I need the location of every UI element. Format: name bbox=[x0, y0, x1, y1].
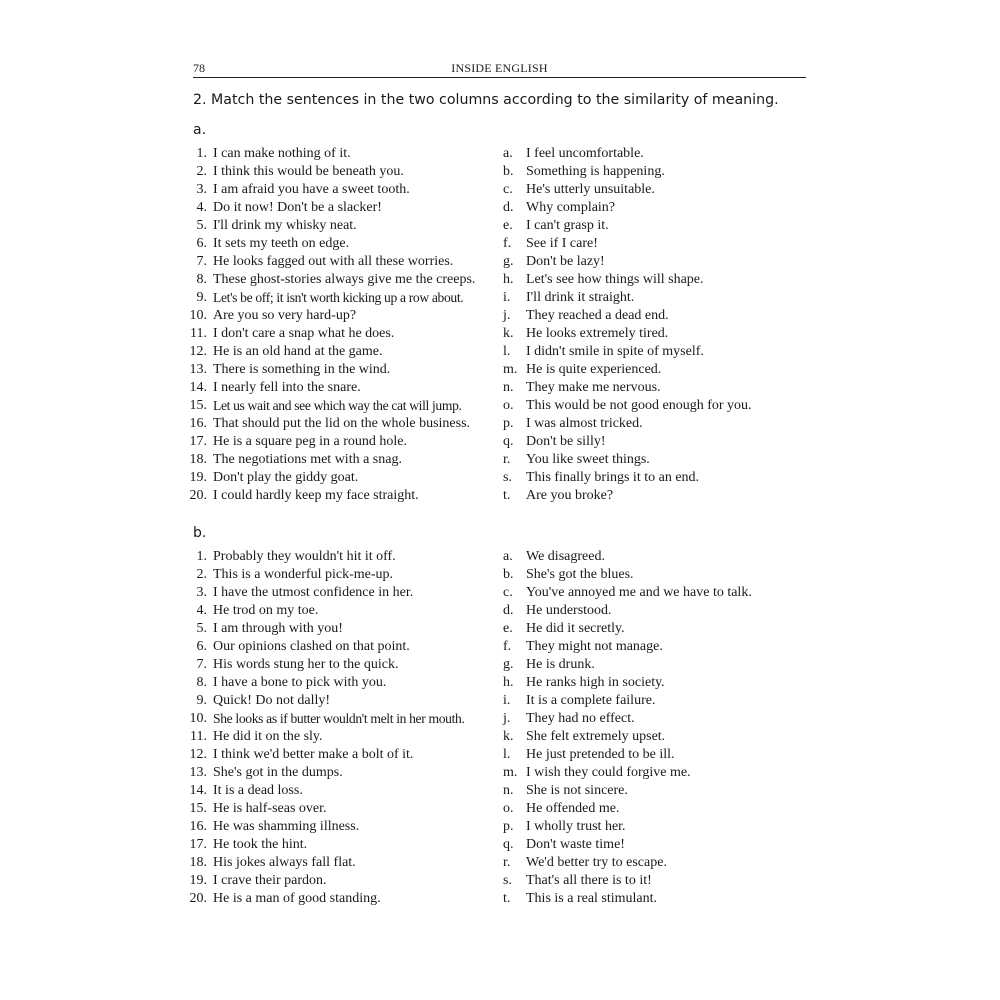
match-text: He ranks high in society. bbox=[526, 675, 665, 690]
match-text: Don't be lazy! bbox=[526, 254, 605, 269]
sentence-text: He did it on the sly. bbox=[213, 729, 323, 744]
section-b-label: b. bbox=[193, 525, 207, 541]
match-letter: d. bbox=[503, 200, 514, 215]
match-text: They make me nervous. bbox=[526, 380, 661, 395]
match-item bbox=[503, 487, 803, 505]
match-item bbox=[503, 379, 803, 397]
match-letter: m. bbox=[503, 765, 518, 780]
sentence-item bbox=[187, 836, 507, 854]
match-letter: j. bbox=[503, 711, 511, 726]
sentence-item bbox=[187, 145, 507, 163]
sentence-text: She looks as if butter wouldn't melt in her mouth. bbox=[213, 711, 465, 726]
sentence-number: 11. bbox=[190, 729, 207, 744]
sentence-text: I could hardly keep my face straight. bbox=[213, 488, 419, 503]
match-text: They had no effect. bbox=[526, 711, 635, 726]
sentence-item bbox=[187, 199, 507, 217]
sentence-number: 6. bbox=[196, 236, 207, 251]
sentence-number: 14. bbox=[189, 783, 207, 798]
match-letter: p. bbox=[503, 416, 514, 431]
match-item bbox=[503, 235, 803, 253]
sentence-number: 19. bbox=[189, 470, 207, 485]
sentence-item bbox=[187, 451, 507, 469]
sentence-item bbox=[187, 710, 507, 728]
match-item bbox=[503, 548, 803, 566]
match-item bbox=[503, 307, 803, 325]
sentence-text: Are you so very hard-up? bbox=[213, 308, 357, 323]
sentence-number: 12. bbox=[189, 344, 207, 359]
match-text: She felt extremely upset. bbox=[526, 729, 666, 744]
match-letter: k. bbox=[503, 729, 514, 744]
sentence-number: 8. bbox=[196, 272, 207, 287]
match-item bbox=[503, 145, 803, 163]
match-letter: j. bbox=[503, 308, 511, 323]
sentence-number: 1. bbox=[196, 549, 207, 564]
sentence-number: 18. bbox=[189, 452, 207, 467]
match-item bbox=[503, 433, 803, 451]
match-item bbox=[503, 818, 803, 836]
sentence-number: 17. bbox=[189, 837, 207, 852]
sentence-item bbox=[187, 235, 507, 253]
sentence-item bbox=[187, 307, 507, 325]
sentence-number: 5. bbox=[196, 621, 207, 636]
match-item bbox=[503, 325, 803, 343]
match-item bbox=[503, 361, 803, 379]
sentence-text: He is an old hand at the game. bbox=[213, 344, 383, 359]
match-letter: k. bbox=[503, 326, 514, 341]
sentence-number: 17. bbox=[189, 434, 207, 449]
sentence-number: 5. bbox=[196, 218, 207, 233]
sentence-number: 16. bbox=[189, 819, 207, 834]
sentence-text: It sets my teeth on edge. bbox=[213, 236, 350, 251]
match-text: Are you broke? bbox=[526, 488, 614, 503]
match-item bbox=[503, 674, 803, 692]
sentence-text: I'll drink my whisky neat. bbox=[213, 218, 357, 233]
sentence-item bbox=[187, 800, 507, 818]
match-text: Let's see how things will shape. bbox=[526, 272, 704, 287]
match-letter: n. bbox=[503, 783, 514, 798]
match-letter: b. bbox=[503, 567, 514, 582]
match-text: He did it secretly. bbox=[526, 621, 625, 636]
match-item bbox=[503, 854, 803, 872]
sentence-number: 14. bbox=[189, 380, 207, 395]
match-text: That's all there is to it! bbox=[526, 873, 652, 888]
match-letter: s. bbox=[503, 470, 512, 485]
match-text: He understood. bbox=[526, 603, 612, 618]
sentence-item bbox=[187, 397, 507, 415]
match-item bbox=[503, 638, 803, 656]
sentence-item bbox=[187, 638, 507, 656]
running-title: INSIDE ENGLISH bbox=[451, 61, 548, 75]
match-item bbox=[503, 397, 803, 415]
match-text: Don't be silly! bbox=[526, 434, 606, 449]
sentence-item bbox=[187, 361, 507, 379]
match-item bbox=[503, 800, 803, 818]
match-item bbox=[503, 163, 803, 181]
sentence-number: 9. bbox=[196, 290, 207, 305]
sentence-text: Our opinions clashed on that point. bbox=[213, 639, 410, 654]
sentence-item bbox=[187, 872, 507, 890]
section-b-matches bbox=[503, 548, 803, 908]
match-text: He is quite experienced. bbox=[526, 362, 662, 377]
sentence-text: I think this would be beneath you. bbox=[213, 164, 404, 179]
match-letter: g. bbox=[503, 657, 514, 672]
match-item bbox=[503, 746, 803, 764]
section-b-sentences bbox=[187, 548, 507, 908]
match-text: She's got the blues. bbox=[526, 567, 634, 582]
sentence-text: He took the hint. bbox=[213, 837, 308, 852]
match-letter: h. bbox=[503, 272, 514, 287]
sentence-number: 1. bbox=[196, 146, 207, 161]
match-item bbox=[503, 199, 803, 217]
sentence-item bbox=[187, 271, 507, 289]
match-letter: f. bbox=[503, 639, 512, 654]
match-text: He offended me. bbox=[526, 801, 620, 816]
match-letter: r. bbox=[503, 452, 511, 467]
sentence-item bbox=[187, 469, 507, 487]
match-item bbox=[503, 181, 803, 199]
match-text: They might not manage. bbox=[526, 639, 663, 654]
match-item bbox=[503, 890, 803, 908]
sentence-number: 10. bbox=[189, 308, 207, 323]
sentence-number: 2. bbox=[196, 567, 207, 582]
sentence-text: There is something in the wind. bbox=[213, 362, 391, 377]
sentence-text: I nearly fell into the snare. bbox=[213, 380, 361, 395]
match-item bbox=[503, 602, 803, 620]
match-item bbox=[503, 836, 803, 854]
match-text: I'll drink it straight. bbox=[526, 290, 635, 305]
sentence-number: 10. bbox=[189, 711, 207, 726]
sentence-item bbox=[187, 584, 507, 602]
sentence-text: His jokes always fall flat. bbox=[213, 855, 356, 870]
sentence-item bbox=[187, 656, 507, 674]
sentence-text: I am afraid you have a sweet tooth. bbox=[213, 182, 410, 197]
sentence-text: I have the utmost confidence in her. bbox=[213, 585, 414, 600]
sentence-item bbox=[187, 620, 507, 638]
match-text: They reached a dead end. bbox=[526, 308, 669, 323]
match-text: This finally brings it to an end. bbox=[526, 470, 700, 485]
match-text: I didn't smile in spite of myself. bbox=[526, 344, 704, 359]
match-text: I wish they could forgive me. bbox=[526, 765, 691, 780]
match-letter: t. bbox=[503, 488, 511, 503]
sentence-text: That should put the lid on the whole business. bbox=[213, 416, 471, 431]
match-text: This is a real stimulant. bbox=[526, 891, 658, 906]
match-item bbox=[503, 764, 803, 782]
match-letter: d. bbox=[503, 603, 514, 618]
match-item bbox=[503, 289, 803, 307]
sentence-text: Probably they wouldn't hit it off. bbox=[213, 549, 396, 564]
sentence-number: 16. bbox=[189, 416, 207, 431]
match-text: She is not sincere. bbox=[526, 783, 628, 798]
sentence-number: 13. bbox=[189, 765, 207, 780]
page-header bbox=[193, 61, 806, 78]
match-letter: n. bbox=[503, 380, 514, 395]
match-letter: a. bbox=[503, 146, 513, 161]
sentence-text: I don't care a snap what he does. bbox=[213, 326, 395, 341]
sentence-number: 12. bbox=[189, 747, 207, 762]
sentence-number: 19. bbox=[189, 873, 207, 888]
section-a-matches bbox=[503, 145, 803, 505]
sentence-number: 7. bbox=[196, 254, 207, 269]
sentence-text: This is a wonderful pick-me-up. bbox=[213, 567, 394, 582]
match-item bbox=[503, 217, 803, 235]
sentence-item bbox=[187, 163, 507, 181]
match-letter: l. bbox=[503, 747, 511, 762]
match-item bbox=[503, 728, 803, 746]
sentence-text: I am through with you! bbox=[213, 621, 343, 636]
match-item bbox=[503, 469, 803, 487]
match-letter: e. bbox=[503, 218, 513, 233]
match-text: I wholly trust her. bbox=[526, 819, 626, 834]
sentence-text: I have a bone to pick with you. bbox=[213, 675, 387, 690]
match-letter: c. bbox=[503, 585, 513, 600]
match-text: I can't grasp it. bbox=[526, 218, 609, 233]
match-letter: b. bbox=[503, 164, 514, 179]
sentence-text: He is half-seas over. bbox=[213, 801, 327, 816]
sentence-text: His words stung her to the quick. bbox=[213, 657, 399, 672]
match-letter: p. bbox=[503, 819, 514, 834]
sentence-text: I think we'd better make a bolt of it. bbox=[213, 747, 414, 762]
match-item bbox=[503, 566, 803, 584]
sentence-number: 4. bbox=[196, 603, 207, 618]
match-item bbox=[503, 656, 803, 674]
match-item bbox=[503, 271, 803, 289]
sentence-item bbox=[187, 253, 507, 271]
sentence-text: Don't play the giddy goat. bbox=[213, 470, 359, 485]
sentence-item bbox=[187, 415, 507, 433]
match-text: Something is happening. bbox=[526, 164, 665, 179]
sentence-item bbox=[187, 566, 507, 584]
sentence-number: 20. bbox=[189, 891, 207, 906]
sentence-text: Quick! Do not dally! bbox=[213, 693, 331, 708]
match-letter: o. bbox=[503, 801, 514, 816]
sentence-number: 4. bbox=[196, 200, 207, 215]
sentence-item bbox=[187, 782, 507, 800]
match-item bbox=[503, 584, 803, 602]
match-text: You like sweet things. bbox=[526, 452, 650, 467]
sentence-text: I crave their pardon. bbox=[213, 873, 327, 888]
match-item bbox=[503, 872, 803, 890]
match-letter: m. bbox=[503, 362, 518, 377]
sentence-item bbox=[187, 602, 507, 620]
match-letter: l. bbox=[503, 344, 511, 359]
match-item bbox=[503, 710, 803, 728]
match-text: He is drunk. bbox=[526, 657, 595, 672]
match-item bbox=[503, 415, 803, 433]
match-text: You've annoyed me and we have to talk. bbox=[526, 585, 752, 600]
match-letter: t. bbox=[503, 891, 511, 906]
sentence-item bbox=[187, 325, 507, 343]
section-a-label: a. bbox=[193, 122, 207, 138]
match-item bbox=[503, 620, 803, 638]
match-text: We'd better try to escape. bbox=[526, 855, 667, 870]
sentence-text: I can make nothing of it. bbox=[213, 146, 351, 161]
sentence-item bbox=[187, 289, 507, 307]
sentence-item bbox=[187, 433, 507, 451]
match-text: Don't waste time! bbox=[526, 837, 625, 852]
sentence-number: 9. bbox=[196, 693, 207, 708]
match-letter: r. bbox=[503, 855, 511, 870]
sentence-number: 15. bbox=[189, 801, 207, 816]
match-text: He looks extremely tired. bbox=[526, 326, 669, 341]
match-letter: i. bbox=[503, 693, 511, 708]
sentence-number: 3. bbox=[196, 585, 207, 600]
match-letter: c. bbox=[503, 182, 513, 197]
sentence-number: 8. bbox=[196, 675, 207, 690]
sentence-text: He is a man of good standing. bbox=[213, 891, 381, 906]
sentence-text: These ghost-stories always give me the creeps. bbox=[213, 272, 476, 287]
match-item bbox=[503, 253, 803, 271]
match-letter: s. bbox=[503, 873, 512, 888]
match-text: See if I care! bbox=[526, 236, 598, 251]
sentence-item bbox=[187, 728, 507, 746]
match-item bbox=[503, 343, 803, 361]
sentence-item bbox=[187, 548, 507, 566]
sentence-number: 20. bbox=[189, 488, 207, 503]
sentence-text: It is a dead loss. bbox=[213, 783, 303, 798]
sentence-text: Let us wait and see which way the cat will jump. bbox=[213, 398, 462, 413]
match-letter: q. bbox=[503, 434, 514, 449]
sentence-text: The negotiations met with a snag. bbox=[213, 452, 402, 467]
sentence-item bbox=[187, 746, 507, 764]
sentence-item bbox=[187, 818, 507, 836]
sentence-text: Let's be off; it isn't worth kicking up a row about. bbox=[213, 290, 464, 305]
match-letter: e. bbox=[503, 621, 513, 636]
sentence-item bbox=[187, 764, 507, 782]
sentence-text: Do it now! Don't be a slacker! bbox=[213, 200, 382, 215]
sentence-number: 15. bbox=[189, 398, 207, 413]
sentence-number: 2. bbox=[196, 164, 207, 179]
match-text: It is a complete failure. bbox=[526, 693, 656, 708]
match-item bbox=[503, 692, 803, 710]
match-letter: f. bbox=[503, 236, 512, 251]
sentence-item bbox=[187, 217, 507, 235]
sentence-number: 13. bbox=[189, 362, 207, 377]
match-letter: g. bbox=[503, 254, 514, 269]
match-letter: h. bbox=[503, 675, 514, 690]
match-letter: a. bbox=[503, 549, 513, 564]
sentence-item bbox=[187, 674, 507, 692]
sentence-text: He is a square peg in a round hole. bbox=[213, 434, 407, 449]
sentence-text: She's got in the dumps. bbox=[213, 765, 343, 780]
sentence-text: He trod on my toe. bbox=[213, 603, 319, 618]
match-text: This would be not good enough for you. bbox=[526, 398, 752, 413]
sentence-text: He was shamming illness. bbox=[213, 819, 360, 834]
sentence-number: 7. bbox=[196, 657, 207, 672]
match-text: He just pretended to be ill. bbox=[526, 747, 675, 762]
sentence-item bbox=[187, 343, 507, 361]
section-a-sentences bbox=[187, 145, 507, 505]
page-number: 78 bbox=[193, 61, 205, 75]
sentence-number: 18. bbox=[189, 855, 207, 870]
sentence-text: He looks fagged out with all these worries. bbox=[213, 254, 454, 269]
sentence-item bbox=[187, 181, 507, 199]
sentence-number: 3. bbox=[196, 182, 207, 197]
match-letter: q. bbox=[503, 837, 514, 852]
match-text: Why complain? bbox=[526, 200, 616, 215]
match-text: I was almost tricked. bbox=[526, 416, 643, 431]
match-letter: o. bbox=[503, 398, 514, 413]
match-item bbox=[503, 782, 803, 800]
sentence-item bbox=[187, 692, 507, 710]
sentence-number: 6. bbox=[196, 639, 207, 654]
sentence-number: 11. bbox=[190, 326, 207, 341]
exercise-instruction: 2. Match the sentences in the two columns according to the similarity of meaning. bbox=[193, 92, 779, 108]
sentence-item bbox=[187, 890, 507, 908]
sentence-item bbox=[187, 379, 507, 397]
match-letter: i. bbox=[503, 290, 511, 305]
match-text: I feel uncomfortable. bbox=[526, 146, 644, 161]
sentence-item bbox=[187, 854, 507, 872]
match-text: We disagreed. bbox=[526, 549, 605, 564]
match-text: He's utterly unsuitable. bbox=[526, 182, 655, 197]
sentence-item bbox=[187, 487, 507, 505]
match-item bbox=[503, 451, 803, 469]
